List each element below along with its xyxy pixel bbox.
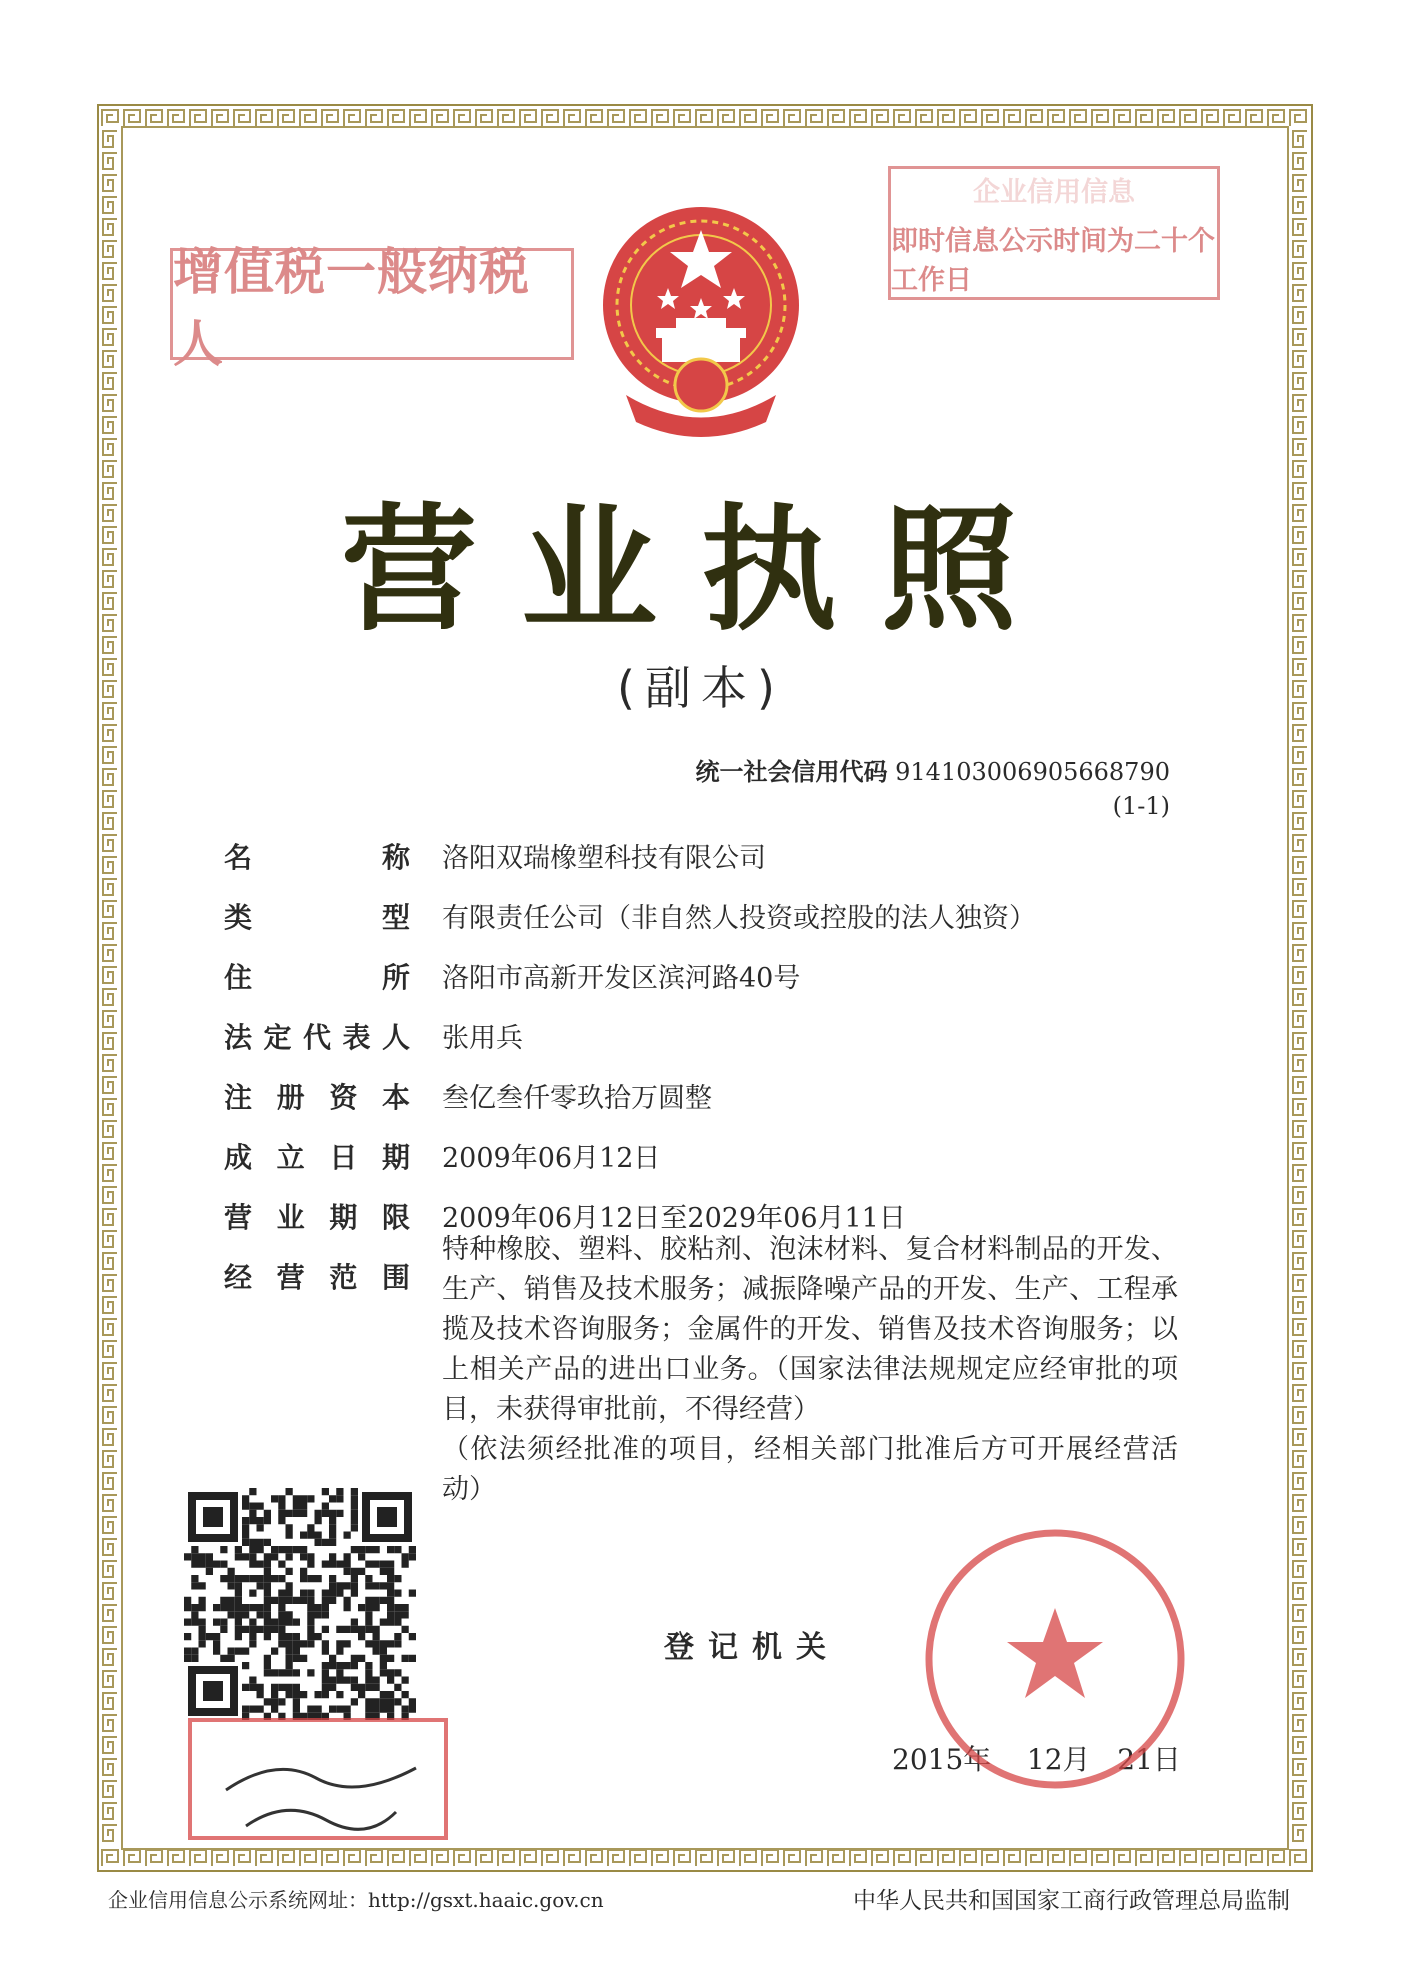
business-scope	[442, 1230, 1178, 1510]
field-value: 有限责任公司（非自然人投资或控股的法人独资）	[442, 903, 1036, 934]
field-value: 张用兵	[442, 1023, 523, 1054]
footer-website-label: 企业信用信息公示系统网址：	[108, 1888, 368, 1912]
field-value: 洛阳市高新开发区滨河路40号	[442, 963, 801, 994]
footer-website	[108, 1884, 604, 1913]
business-scope-note: （依法须经批准的项目，经相关部门批准后方可开展经营活动）	[442, 1434, 1178, 1505]
authority-seal	[918, 1522, 1192, 1796]
business-scope-text: 特种橡胶、塑料、胶粘剂、泡沫材料、复合材料制品的开发、生产、销售及技术服务；减振降噪产品的开发、生产、工程承揽及技术咨询服务；金属件的开发、销售及技术咨询服务；以上相关产品的进出口业务。（国家法律法规规定应经审批的项目，未获得审批前，不得经营）	[442, 1234, 1178, 1425]
field-label: 类型	[224, 901, 410, 934]
field-label: 法定代表人	[224, 1021, 410, 1054]
national-emblem	[596, 190, 806, 440]
registration-authority-label: 登记机关	[664, 1630, 840, 1665]
credit-code-label: 统一社会信用代码	[695, 758, 888, 786]
document-subtitle: (副本)	[617, 661, 785, 715]
footer-supervisor: 中华人民共和国国家工商行政管理总局监制	[853, 1888, 1290, 1914]
field-label: 营业期限	[224, 1201, 410, 1234]
field-value: 洛阳双瑞橡塑科技有限公司	[442, 843, 766, 874]
field-value: 叁亿叁仟零玖拾万圆整	[442, 1083, 712, 1114]
issue-year-label: 年	[963, 1743, 992, 1776]
credit-code	[696, 752, 1171, 787]
issue-year: 2015	[892, 1743, 964, 1776]
tax-payer-stamp: 增值税一般纳税人	[170, 248, 574, 360]
field-value: 2009年06月12日至2029年06月11日	[442, 1203, 906, 1234]
issue-month: 12	[1026, 1743, 1063, 1776]
issue-day-label: 日	[1152, 1743, 1181, 1776]
fret-border-left	[99, 128, 121, 1848]
field-label: 注册资本	[224, 1081, 410, 1114]
police-seal	[186, 1716, 450, 1842]
page-number: (1-1)	[1112, 792, 1170, 820]
credit-code-value: 914103006905668790	[895, 758, 1170, 786]
document-title: 营业执照	[341, 492, 1061, 650]
field-label: 名称	[224, 841, 410, 874]
field-value: 2009年06月12日	[442, 1143, 661, 1174]
qr-code[interactable]	[184, 1488, 416, 1720]
issue-day: 21	[1117, 1743, 1153, 1776]
fret-border-right	[1289, 128, 1311, 1848]
footer-website-url[interactable]: http://gsxt.haaic.gov.cn	[368, 1888, 604, 1912]
field-label: 经营范围	[224, 1261, 410, 1294]
field-label: 住所	[224, 961, 410, 994]
info-disclosure-stamp: 企业信用信息 即时信息公示时间为二十个工作日	[888, 166, 1220, 300]
issue-month-label: 月	[1062, 1743, 1091, 1776]
field-label: 成立日期	[224, 1141, 410, 1174]
